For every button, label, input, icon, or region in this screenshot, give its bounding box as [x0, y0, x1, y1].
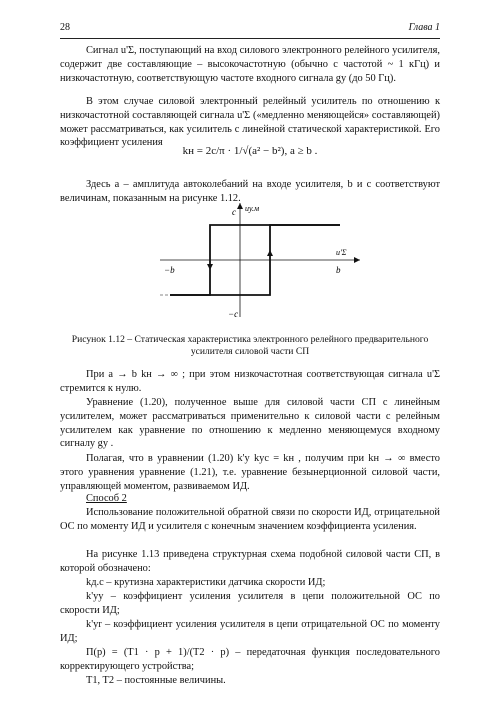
paragraph-2: В этом случае силовой электронный релейный усилитель по отношению к низкочастотной составляющей сигнала u'Σ («медленно меняющейся» составляющей) может рассматриваться, как усилитель с линейной статической характеристикой. Его коэффициент усиления [60, 96, 440, 149]
paragraph-1: Сигнал u'Σ, поступающий на вход силового электронного релейного усилителя, содержит две составляющие – высокочастотную (обычно с частотой ~ 1 кГц) и низкочастотную, соответствующую частоте входного сигнала gy (до 50 Гц). [60, 45, 440, 84]
arrow-up [267, 250, 273, 256]
label-usigma: u'Σ [336, 248, 347, 257]
chapter-title: Глава 1 [408, 22, 440, 33]
paragraph-10: k'yy – коэффициент усиления усилителя в цепи положительной ОС по скорости ИД; [60, 591, 440, 616]
header-rule [60, 38, 440, 39]
paragraph-5: Уравнение (1.20), полученное выше для силовой части СП с линейным усилителем, может рассматриваться применительно к силовой части с релейным усилителем как уравнение по отношению к медленно меняющемуся входному сигналу gy . [60, 397, 440, 450]
paragraph-3: Здесь a – амплитуда автоколебаний на входе усилителя, b и c соответствуют величинам, показанным на рисунке 1.12. [60, 179, 440, 204]
formula-gain: kн = 2c/π · 1/√(a² − b²), a ≥ b . [182, 145, 318, 157]
y-axis-arrow [237, 203, 243, 209]
label-minus-c: −c [228, 309, 239, 319]
label-c: c [232, 207, 236, 217]
figure-caption: Рисунок 1.12 – Статическая характеристика электронного релейного предварительного усилителя силовой части СП [71, 334, 429, 357]
page-header [60, 22, 440, 38]
paragraph-11: k'yr – коэффициент усиления усилителя в цепи отрицательной ОС по моменту ИД; [60, 619, 440, 644]
paragraph-13: T1, T2 – постоянные величины. [86, 675, 226, 686]
paragraph-9: kд.с – крутизна характеристики датчика скорости ИД; [86, 577, 326, 588]
paragraph-12: Π(p) = (T1 · p + 1)/(T2 · p) – передаточная функция последовательного корректирующего устройства; [60, 647, 440, 672]
paragraph-7: Использование положительной обратной связи по скорости ИД, отрицательной ОС по моменту ИД и усилителя с конечным значением коэффициента усиления. [60, 507, 440, 532]
page-number: 28 [60, 22, 70, 33]
paragraph-6: Полагая, что в уравнении (1.20) k'y kус = kн , получим при kн → ∞ вместо этого уравнения уравнение (1.21), т.е. уравнение безынерционной силовой части, управляющей моментом, развиваемом ИД. [60, 453, 440, 492]
x-axis-arrow [354, 257, 360, 263]
label-b: b [336, 265, 341, 275]
label-minus-b: −b [164, 265, 175, 275]
label-uym: uу.м [245, 204, 260, 213]
relay-characteristic-figure [150, 195, 370, 325]
paragraph-4: При a → b kн → ∞ ; при этом низкочастотная соответствующая сигнала u'Σ стремится к нулю. [60, 369, 440, 394]
paragraph-8: На рисунке 1.13 приведена структурная схема подобной силовой части СП, в которой обозначено: [60, 549, 440, 574]
method-heading: Способ 2 [86, 493, 127, 504]
arrow-down [207, 264, 213, 270]
